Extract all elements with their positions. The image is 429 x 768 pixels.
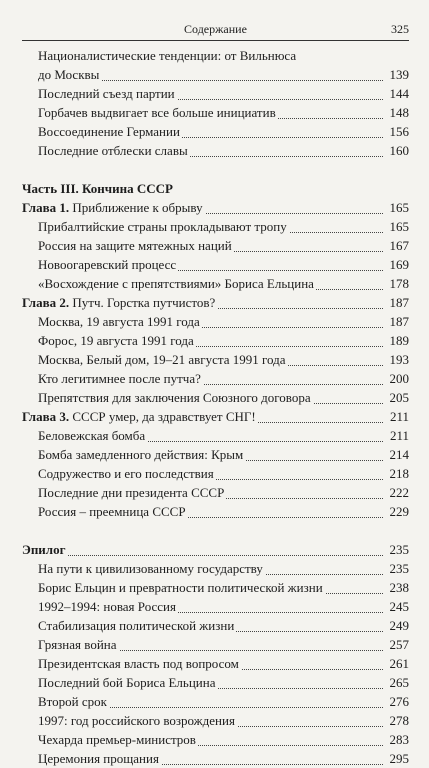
toc-entry-page: 235 [389,542,409,557]
toc-entry[interactable] [38,236,409,255]
toc-entry-page: 218 [389,466,409,481]
toc-entry-title: Россия на защите мятежных наций [38,238,232,253]
toc-entry[interactable] [38,141,409,160]
toc-entry-title: Бомба замедленного действия: Крым [38,447,244,462]
toc-entry[interactable] [38,65,409,84]
chapter-entry[interactable] [22,293,409,312]
toc-entry[interactable] [38,350,409,369]
toc-entry-title: Последний бой Бориса Ельцина [38,675,216,690]
toc-entry-page: 144 [389,86,409,101]
chapter-label: Глава 3. [22,409,70,424]
toc-entry-page: 278 [389,713,409,728]
running-header [22,20,409,40]
toc-entry-page: 214 [389,447,409,462]
toc-entry-title: Грязная война [38,637,117,652]
toc-entry-title: Горбачев выдвигает все больше инициатив [38,105,276,120]
toc-entry-page: 265 [389,675,409,690]
epilogue-entry[interactable] [22,540,409,559]
toc-entry-title: Форос, 19 августа 1991 года [38,333,194,348]
toc-entry-title: Препятствия для заключения Союзного договора [38,390,311,405]
toc-entry-title: 1997: год российского возрождения [38,713,235,728]
toc-entry-title: Стабилизация политической жизни [38,618,235,633]
toc-entry[interactable] [38,502,409,521]
header-divider [22,40,409,41]
toc-entry-page: 187 [389,295,409,310]
toc-entry[interactable] [38,635,409,654]
toc-entry-page: 156 [389,124,409,139]
toc-entry[interactable] [38,255,409,274]
toc-entry-page: 222 [389,485,409,500]
toc-entry-title: Беловежская бомба [38,428,146,443]
chapter-label: Глава 1. [22,200,70,215]
toc-entry[interactable] [38,559,409,578]
toc-entry-title: Последние отблески славы [38,143,188,158]
toc-entry-page: 211 [389,409,409,424]
toc-entry[interactable] [38,673,409,692]
toc-entry-title: 1992–1994: новая Россия [38,599,176,614]
toc-entry-title: Церемония прощания [38,751,159,766]
toc-entry[interactable] [38,483,409,502]
toc-entry[interactable] [38,103,409,122]
toc-entry-page: 283 [389,732,409,747]
toc-entry[interactable] [38,274,409,293]
toc-entry[interactable] [38,749,409,768]
toc-entry-title: Чехарда премьер-министров [38,732,196,747]
toc-entry-page: 169 [389,257,409,272]
toc-entry-title: Кто легитимнее после путча? [38,371,201,386]
toc-entry-page: 229 [389,504,409,519]
toc-entry[interactable] [38,426,409,445]
toc-entry-title: Новоогаревский процесс [38,257,177,272]
header-title: Содержание [184,22,247,36]
toc-entry[interactable] [38,597,409,616]
toc-entry-page: 276 [389,694,409,709]
page-number: 325 [391,22,409,36]
toc-entry-title: «Восхождение с препятствиями» Бориса Ельцина [38,276,314,291]
toc-entry-page: 211 [389,428,409,443]
toc-entry[interactable] [38,692,409,711]
toc-entry-page: 193 [389,352,409,367]
toc-entry-title: Второй срок [38,694,107,709]
chapter-title: Путч. Горстка путчистов? [72,295,216,310]
toc-entry-title: Президентская власть под вопросом [38,656,239,671]
toc-entry-page: 245 [389,599,409,614]
toc-entry-page: 205 [389,390,409,405]
toc-entry[interactable] [38,331,409,350]
toc-entry-page: 249 [389,618,409,633]
toc-entry-title: Содружество и его последствия [38,466,214,481]
chapter-title: СССР умер, да здравствует СНГ! [72,409,256,424]
toc-entry[interactable] [38,445,409,464]
toc-entry[interactable] [38,388,409,407]
chapter-entry[interactable] [22,407,409,426]
toc-entry-page: 165 [389,219,409,234]
toc-entry[interactable] [38,730,409,749]
toc-entry[interactable] [38,312,409,331]
toc-entry-page: 189 [389,333,409,348]
epilogue-label: Эпилог [22,542,66,557]
toc-entry-title: Москва, Белый дом, 19–21 августа 1991 года [38,352,286,367]
toc-entry-page: 178 [389,276,409,291]
toc-entry-page: 295 [389,751,409,766]
toc-entry[interactable] [38,711,409,730]
toc-entry[interactable] [38,84,409,103]
toc-entry-title: до Москвы [38,67,100,82]
toc-entry-title: На пути к цивилизованному государству [38,561,263,576]
toc-entry-page: 187 [389,314,409,329]
toc-entry-page: 200 [389,371,409,386]
toc-entry-title: Прибалтийские страны прокладывают тропу [38,219,287,234]
table-of-contents [22,46,409,768]
part-heading: Часть III. Кончина СССР [22,181,173,196]
toc-entry-page: 167 [389,238,409,253]
toc-entry-page: 235 [389,561,409,576]
toc-entry[interactable] [38,369,409,388]
chapter-title: Приближение к обрыву [72,200,203,215]
toc-entry-title: Последние дни президента СССР [38,485,225,500]
toc-entry-page: 148 [389,105,409,120]
toc-entry-page: 160 [389,143,409,158]
toc-entry-page: 165 [389,200,409,215]
toc-entry-title: Борис Ельцин и превратности политической жизни [38,580,323,595]
toc-entry-title: Россия – преемница СССР [38,504,186,519]
toc-entry[interactable] [38,217,409,236]
toc-entry-line: Националистические тенденции: от Вильнюса [38,48,297,63]
toc-entry-page: 261 [389,656,409,671]
toc-entry[interactable] [38,654,409,673]
chapter-label: Глава 2. [22,295,70,310]
toc-entry[interactable] [38,616,409,635]
chapter-entry[interactable] [22,198,409,217]
toc-entry[interactable] [38,122,409,141]
toc-entry-page: 238 [389,580,409,595]
toc-entry[interactable] [38,578,409,597]
toc-entry[interactable] [38,464,409,483]
toc-entry-title: Последний съезд партии [38,86,175,101]
toc-entry-page: 257 [389,637,409,652]
toc-entry-title: Москва, 19 августа 1991 года [38,314,200,329]
toc-entry-page: 139 [389,67,409,82]
toc-entry-title: Воссоединение Германии [38,124,180,139]
